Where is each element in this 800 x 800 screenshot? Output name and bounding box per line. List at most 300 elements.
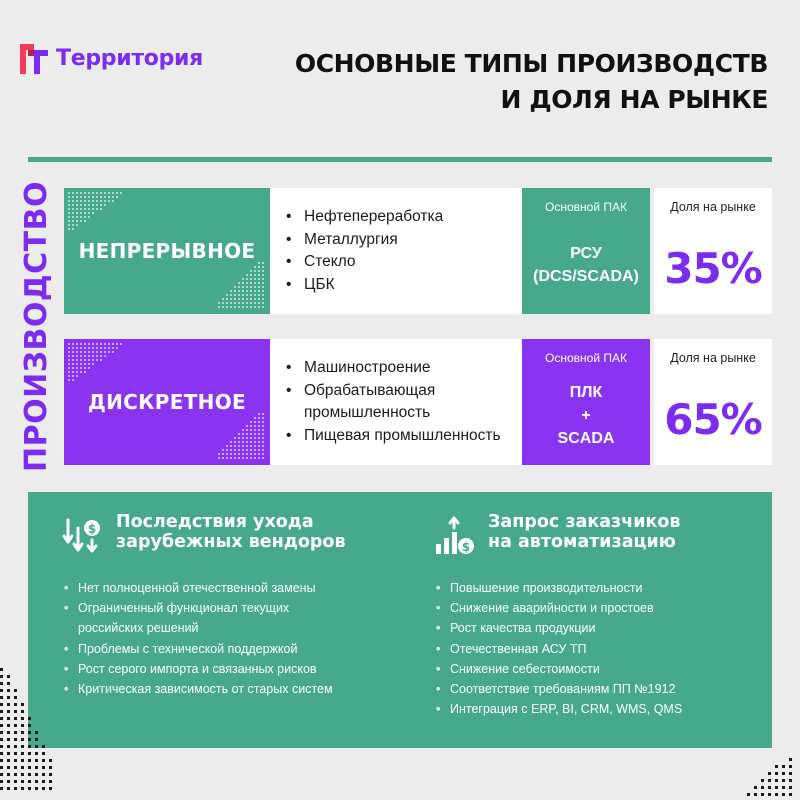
- pattern-dot: [49, 780, 52, 783]
- pattern-dot: [789, 779, 792, 782]
- pattern-dot: [108, 200, 110, 202]
- pattern-dot: [242, 286, 244, 288]
- pattern-dot: [92, 208, 94, 210]
- pattern-dot: [7, 745, 10, 748]
- column-title-line: Последствия ухода: [116, 512, 314, 532]
- pattern-dot: [254, 286, 256, 288]
- pattern-dot: [49, 766, 52, 769]
- type-box: [64, 188, 270, 314]
- pattern-dot: [7, 696, 10, 699]
- pattern-dot: [68, 355, 70, 357]
- pattern-dot: [761, 779, 764, 782]
- pattern-dot: [789, 765, 792, 768]
- pattern-dot: [96, 351, 98, 353]
- pattern-dot: [262, 457, 264, 459]
- pattern-dot: [88, 216, 90, 218]
- pattern-dot: [246, 302, 248, 304]
- pattern-dot: [76, 224, 78, 226]
- pattern-dot: [7, 710, 10, 713]
- pixel-pattern-decoration: [0, 668, 60, 800]
- pattern-dot: [250, 453, 252, 455]
- pattern-dot: [84, 359, 86, 361]
- pattern-dot: [789, 793, 792, 796]
- pattern-dot: [96, 343, 98, 345]
- pattern-dot: [230, 294, 232, 296]
- pattern-dot: [72, 220, 74, 222]
- pattern-dot: [7, 689, 10, 692]
- pattern-dot: [262, 274, 264, 276]
- pattern-dot: [76, 220, 78, 222]
- pattern-dot: [80, 220, 82, 222]
- pattern-dot: [246, 429, 248, 431]
- pattern-dot: [80, 363, 82, 365]
- pattern-dot: [230, 445, 232, 447]
- column-title: [488, 512, 680, 552]
- pattern-dot: [84, 351, 86, 353]
- list-item-continuation: промышленность: [304, 404, 431, 421]
- list-item: • Ограниченный функционал текущих: [62, 598, 333, 618]
- pattern-dot: [104, 347, 106, 349]
- pattern-dot: [21, 710, 24, 713]
- pattern-dot: [234, 302, 236, 304]
- pattern-dot: [747, 793, 750, 796]
- pattern-dot: [226, 453, 228, 455]
- pattern-dot: [226, 302, 228, 304]
- pattern-dot: [21, 745, 24, 748]
- pattern-dot: [238, 449, 240, 451]
- pattern-dot: [258, 306, 260, 308]
- pattern-dot: [112, 192, 114, 194]
- pak-value: [522, 381, 650, 450]
- side-label: [14, 180, 58, 472]
- pattern-dot: [0, 780, 3, 783]
- pattern-dot: [84, 355, 86, 357]
- pattern-dot: [242, 294, 244, 296]
- pattern-dot: [238, 306, 240, 308]
- list-item: • Стекло: [286, 251, 443, 274]
- pattern-dot: [250, 302, 252, 304]
- pattern-dot: [0, 710, 3, 713]
- list-item: • Соответствие требованиям ПП №1912: [434, 679, 682, 699]
- pattern-dot: [80, 192, 82, 194]
- pattern-dot: [88, 208, 90, 210]
- pattern-dot: [76, 351, 78, 353]
- pattern-dot: [84, 200, 86, 202]
- pattern-dot: [230, 457, 232, 459]
- pattern-dot: [254, 453, 256, 455]
- pattern-dot: [0, 738, 3, 741]
- pattern-dot: [7, 731, 10, 734]
- pattern-dot: [68, 351, 70, 353]
- pattern-dot: [262, 298, 264, 300]
- pattern-dot: [246, 457, 248, 459]
- pattern-dot: [76, 204, 78, 206]
- pattern-dot: [84, 196, 86, 198]
- pattern-dot: [100, 196, 102, 198]
- pattern-dot: [68, 208, 70, 210]
- pattern-dot: [7, 766, 10, 769]
- pattern-dot: [104, 196, 106, 198]
- pattern-dot: [96, 208, 98, 210]
- pattern-dot: [258, 441, 260, 443]
- pattern-dot: [258, 278, 260, 280]
- pattern-dot: [218, 302, 220, 304]
- pattern-dot: [234, 453, 236, 455]
- pattern-dot: [35, 738, 38, 741]
- pattern-dot: [250, 298, 252, 300]
- pattern-dot: [226, 306, 228, 308]
- pattern-dot: [80, 216, 82, 218]
- list-item: • Рост качества продукции: [434, 618, 682, 638]
- pattern-dot: [258, 437, 260, 439]
- pattern-dot: [80, 196, 82, 198]
- pattern-dot: [250, 294, 252, 296]
- pattern-dot: [238, 433, 240, 435]
- list-item: • Проблемы с технической поддержкой: [62, 639, 333, 659]
- pattern-dot: [254, 417, 256, 419]
- pattern-dot: [42, 745, 45, 748]
- pattern-dot: [246, 306, 248, 308]
- pattern-dot: [238, 302, 240, 304]
- pattern-dot: [100, 343, 102, 345]
- pattern-dot: [76, 208, 78, 210]
- pattern-dot: [76, 371, 78, 373]
- pattern-dot: [242, 298, 244, 300]
- pattern-dot: [104, 192, 106, 194]
- demand-list: [434, 578, 682, 719]
- title-line-1: ОСНОВНЫЕ ТИПЫ ПРОИЗВОДСТВ: [294, 49, 768, 78]
- pattern-dot: [0, 717, 3, 720]
- pattern-dot: [21, 731, 24, 734]
- pattern-dot: [246, 274, 248, 276]
- pattern-dot: [234, 298, 236, 300]
- pattern-dot: [84, 208, 86, 210]
- pattern-dot: [21, 724, 24, 727]
- market-share-value: 35%: [664, 244, 762, 293]
- pattern-dot: [108, 351, 110, 353]
- pattern-dot: [246, 282, 248, 284]
- pattern-dot: [108, 343, 110, 345]
- pattern-dot: [116, 192, 118, 194]
- pattern-dot: [49, 787, 52, 790]
- pattern-dot: [226, 294, 228, 296]
- pattern-dot: [258, 433, 260, 435]
- pattern-dot: [88, 363, 90, 365]
- pattern-dot: [68, 371, 70, 373]
- pattern-dot: [104, 200, 106, 202]
- pattern-dot: [42, 752, 45, 755]
- pattern-dot: [88, 351, 90, 353]
- pattern-dot: [218, 457, 220, 459]
- pattern-dot: [7, 773, 10, 776]
- pattern-dot: [782, 779, 785, 782]
- pattern-dot: [108, 347, 110, 349]
- pattern-dot: [789, 786, 792, 789]
- list-item: • Машиностроение: [286, 357, 501, 380]
- pattern-dot: [76, 355, 78, 357]
- pattern-dot: [254, 302, 256, 304]
- pattern-dot: [68, 196, 70, 198]
- pattern-dot: [104, 351, 106, 353]
- list-item: • Металлургия: [286, 229, 443, 252]
- pattern-dot: [116, 196, 118, 198]
- pattern-dot: [112, 351, 114, 353]
- pattern-dot: [80, 371, 82, 373]
- pattern-dot: [258, 274, 260, 276]
- list-item: • Обрабатывающая: [286, 380, 501, 403]
- pattern-dot: [242, 433, 244, 435]
- pattern-dot: [262, 294, 264, 296]
- pak-value-line: SCADA: [557, 430, 615, 447]
- pattern-dot: [88, 359, 90, 361]
- pattern-dot: [242, 453, 244, 455]
- list-item: • Снижение себестоимости: [434, 659, 682, 679]
- pattern-dot: [250, 286, 252, 288]
- pattern-dot: [84, 343, 86, 345]
- list-item: • Снижение аварийности и простоев: [434, 598, 682, 618]
- pattern-dot: [68, 343, 70, 345]
- column-title: [116, 512, 346, 552]
- pattern-dot: [88, 347, 90, 349]
- pattern-dot: [68, 379, 70, 381]
- pattern-dot: [262, 433, 264, 435]
- pattern-dot: [258, 262, 260, 264]
- list-item: • Рост серого импорта и связанных рисков: [62, 659, 333, 679]
- pattern-dot: [250, 429, 252, 431]
- pattern-dot: [14, 759, 17, 762]
- pattern-dot: [96, 347, 98, 349]
- pattern-dot: [782, 765, 785, 768]
- pattern-dot: [262, 306, 264, 308]
- pattern-dot: [72, 216, 74, 218]
- pattern-dot: [35, 766, 38, 769]
- pattern-dot: [68, 367, 70, 369]
- pattern-dot: [68, 200, 70, 202]
- pattern-dot: [80, 200, 82, 202]
- pattern-dot: [262, 429, 264, 431]
- industry-list: [270, 357, 501, 447]
- pak-label: Основной ПАК: [545, 351, 627, 365]
- pattern-dot: [222, 453, 224, 455]
- market-share-label: Доля на рынке: [670, 200, 756, 214]
- pattern-dot: [14, 696, 17, 699]
- pattern-dot: [226, 457, 228, 459]
- pattern-dot: [246, 294, 248, 296]
- pattern-dot: [49, 759, 52, 762]
- bottom-panel: [28, 492, 772, 748]
- side-label-text: ПРОИЗВОДСТВО: [18, 180, 54, 472]
- pattern-dot: [258, 413, 260, 415]
- pattern-dot: [28, 773, 31, 776]
- pattern-dot: [100, 351, 102, 353]
- pattern-dot: [262, 449, 264, 451]
- pattern-dot: [28, 745, 31, 748]
- pattern-dot: [72, 192, 74, 194]
- pattern-dot: [80, 351, 82, 353]
- pattern-dot: [242, 278, 244, 280]
- pattern-dot: [775, 786, 778, 789]
- pattern-dot: [92, 351, 94, 353]
- pattern-dot: [42, 773, 45, 776]
- pattern-dot: [242, 302, 244, 304]
- pattern-dot: [7, 724, 10, 727]
- market-share-label: Доля на рынке: [670, 351, 756, 365]
- pattern-dot: [250, 421, 252, 423]
- pattern-dot: [782, 772, 785, 775]
- pattern-dot: [7, 682, 10, 685]
- pattern-dot: [28, 752, 31, 755]
- pattern-dot: [42, 759, 45, 762]
- pattern-dot: [234, 286, 236, 288]
- pattern-dot: [68, 192, 70, 194]
- pattern-dot: [262, 445, 264, 447]
- pattern-dot: [68, 204, 70, 206]
- pattern-dot: [80, 355, 82, 357]
- pattern-dot: [0, 766, 3, 769]
- pak-value: [522, 242, 650, 288]
- pattern-dot: [254, 294, 256, 296]
- pattern-dot: [35, 745, 38, 748]
- production-row-discrete: [64, 339, 772, 465]
- pattern-dot: [116, 347, 118, 349]
- pattern-dot: [262, 290, 264, 292]
- pattern-dot: [7, 759, 10, 762]
- pattern-dot: [76, 216, 78, 218]
- pak-box: [522, 339, 650, 465]
- pattern-dot: [72, 224, 74, 226]
- pattern-dot: [120, 192, 122, 194]
- pattern-dot: [76, 196, 78, 198]
- pattern-dot: [254, 437, 256, 439]
- pattern-dot: [238, 294, 240, 296]
- pattern-dot: [80, 347, 82, 349]
- pattern-dot: [80, 208, 82, 210]
- pattern-dot: [234, 437, 236, 439]
- pattern-dot: [250, 433, 252, 435]
- pattern-dot: [112, 196, 114, 198]
- pattern-dot: [100, 208, 102, 210]
- pattern-dot: [72, 371, 74, 373]
- list-item-continuation: российских решений: [78, 621, 199, 636]
- pattern-dot: [768, 786, 771, 789]
- consequences-list: [62, 578, 333, 699]
- pattern-dot: [76, 367, 78, 369]
- pattern-dot: [96, 204, 98, 206]
- page-title: [295, 46, 768, 118]
- pattern-dot: [782, 786, 785, 789]
- pattern-dot: [88, 204, 90, 206]
- pattern-dot: [250, 457, 252, 459]
- pattern-dot: [84, 371, 86, 373]
- pattern-dot: [0, 696, 3, 699]
- pattern-dot: [246, 433, 248, 435]
- pattern-dot: [21, 752, 24, 755]
- pattern-dot: [28, 759, 31, 762]
- pattern-dot: [775, 765, 778, 768]
- pattern-dot: [104, 355, 106, 357]
- pattern-dot: [258, 290, 260, 292]
- industry-list-box: [270, 339, 522, 465]
- pattern-dot: [242, 437, 244, 439]
- pattern-dot: [768, 772, 771, 775]
- pattern-dot: [262, 417, 264, 419]
- type-label: ДИСКРЕТНОЕ: [88, 390, 246, 414]
- pattern-dot: [72, 196, 74, 198]
- pattern-dot: [96, 355, 98, 357]
- pattern-dot: [28, 780, 31, 783]
- pattern-dot: [80, 343, 82, 345]
- pattern-dot: [88, 367, 90, 369]
- pattern-dot: [14, 787, 17, 790]
- pattern-dot: [80, 359, 82, 361]
- pattern-dot: [242, 290, 244, 292]
- pattern-dot: [0, 731, 3, 734]
- pattern-dot: [254, 306, 256, 308]
- pattern-dot: [68, 216, 70, 218]
- pattern-dot: [112, 343, 114, 345]
- column-header: [62, 512, 346, 556]
- pattern-dot: [230, 290, 232, 292]
- pattern-dot: [218, 306, 220, 308]
- pattern-dot: [234, 441, 236, 443]
- pattern-dot: [262, 282, 264, 284]
- pattern-dot: [68, 375, 70, 377]
- pattern-dot: [230, 302, 232, 304]
- pixel-pattern-decoration: [218, 413, 268, 463]
- pattern-dot: [92, 347, 94, 349]
- pattern-dot: [226, 449, 228, 451]
- pattern-dot: [234, 294, 236, 296]
- pattern-dot: [254, 298, 256, 300]
- pattern-dot: [250, 282, 252, 284]
- pattern-dot: [88, 212, 90, 214]
- pattern-dot: [246, 441, 248, 443]
- pattern-dot: [92, 200, 94, 202]
- pattern-dot: [0, 668, 3, 671]
- pattern-dot: [754, 786, 757, 789]
- pattern-dot: [68, 359, 70, 361]
- pattern-dot: [262, 441, 264, 443]
- pattern-dot: [254, 421, 256, 423]
- pattern-dot: [72, 343, 74, 345]
- column-title-line: на автоматизацию: [488, 532, 676, 552]
- pattern-dot: [76, 343, 78, 345]
- pattern-dot: [258, 421, 260, 423]
- pattern-dot: [0, 703, 3, 706]
- pattern-dot: [238, 445, 240, 447]
- pattern-dot: [775, 793, 778, 796]
- growth-chart-dollar-icon: [434, 516, 474, 556]
- pattern-dot: [782, 793, 785, 796]
- pattern-dot: [92, 363, 94, 365]
- pattern-dot: [88, 200, 90, 202]
- pattern-dot: [0, 759, 3, 762]
- pattern-dot: [35, 731, 38, 734]
- pak-value-line: РСУ: [570, 245, 602, 262]
- pixel-pattern-decoration: [218, 262, 268, 312]
- pattern-dot: [112, 200, 114, 202]
- pattern-dot: [254, 457, 256, 459]
- pattern-dot: [254, 278, 256, 280]
- pattern-dot: [238, 298, 240, 300]
- pattern-dot: [49, 773, 52, 776]
- pattern-dot: [72, 208, 74, 210]
- pattern-dot: [42, 780, 45, 783]
- pattern-dot: [76, 192, 78, 194]
- pixel-pattern-decoration: [68, 343, 130, 383]
- pattern-dot: [234, 306, 236, 308]
- pattern-dot: [242, 441, 244, 443]
